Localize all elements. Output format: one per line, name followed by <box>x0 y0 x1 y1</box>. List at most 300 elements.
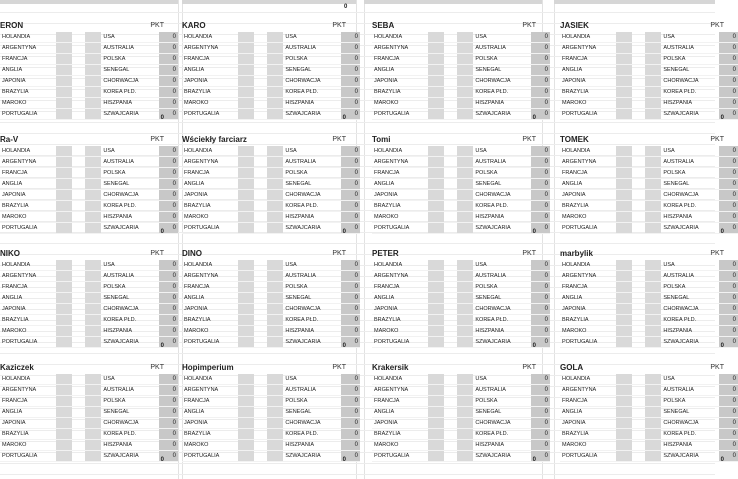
home-score-cell[interactable] <box>428 76 445 87</box>
points-cell[interactable]: 0 <box>719 282 738 293</box>
points-cell[interactable]: 0 <box>159 146 178 157</box>
home-score-cell[interactable] <box>616 146 633 157</box>
points-cell[interactable]: 0 <box>341 440 360 451</box>
home-score-cell[interactable] <box>56 32 73 43</box>
points-cell[interactable]: 0 <box>531 374 550 385</box>
away-score-cell[interactable] <box>457 146 474 157</box>
away-score-cell[interactable] <box>457 65 474 76</box>
away-score-cell[interactable] <box>645 304 662 315</box>
away-score-cell[interactable] <box>645 326 662 337</box>
away-score-cell[interactable] <box>85 304 102 315</box>
home-score-cell[interactable] <box>56 168 73 179</box>
away-score-cell[interactable] <box>645 271 662 282</box>
away-score-cell[interactable] <box>457 201 474 212</box>
points-cell[interactable]: 0 <box>341 146 360 157</box>
home-score-cell[interactable] <box>616 282 633 293</box>
away-score-cell[interactable] <box>645 168 662 179</box>
home-score-cell[interactable] <box>616 190 633 201</box>
away-score-cell[interactable] <box>457 315 474 326</box>
away-score-cell[interactable] <box>645 293 662 304</box>
away-score-cell[interactable] <box>85 168 102 179</box>
away-score-cell[interactable] <box>645 451 662 462</box>
home-score-cell[interactable] <box>56 282 73 293</box>
away-score-cell[interactable] <box>267 260 284 271</box>
points-cell[interactable]: 0 <box>341 260 360 271</box>
home-score-cell[interactable] <box>428 271 445 282</box>
away-score-cell[interactable] <box>267 146 284 157</box>
away-score-cell[interactable] <box>457 212 474 223</box>
points-cell[interactable]: 0 <box>531 396 550 407</box>
home-score-cell[interactable] <box>428 223 445 234</box>
home-score-cell[interactable] <box>428 337 445 348</box>
home-score-cell[interactable] <box>56 76 73 87</box>
away-score-cell[interactable] <box>267 54 284 65</box>
home-score-cell[interactable] <box>428 212 445 223</box>
away-score-cell[interactable] <box>267 201 284 212</box>
points-cell[interactable]: 0 <box>719 87 738 98</box>
home-score-cell[interactable] <box>616 418 633 429</box>
home-score-cell[interactable] <box>428 260 445 271</box>
home-score-cell[interactable] <box>616 168 633 179</box>
points-cell[interactable]: 0 <box>531 87 550 98</box>
home-score-cell[interactable] <box>56 65 73 76</box>
points-cell[interactable]: 0 <box>159 32 178 43</box>
points-cell[interactable]: 0 <box>531 109 550 120</box>
away-score-cell[interactable] <box>645 65 662 76</box>
points-cell[interactable]: 0 <box>719 223 738 234</box>
away-score-cell[interactable] <box>645 282 662 293</box>
points-cell[interactable]: 0 <box>341 76 360 87</box>
away-score-cell[interactable] <box>267 385 284 396</box>
home-score-cell[interactable] <box>428 201 445 212</box>
home-score-cell[interactable] <box>616 337 633 348</box>
away-score-cell[interactable] <box>85 326 102 337</box>
points-cell[interactable]: 0 <box>531 282 550 293</box>
points-cell[interactable]: 0 <box>531 54 550 65</box>
away-score-cell[interactable] <box>267 87 284 98</box>
home-score-cell[interactable] <box>428 374 445 385</box>
away-score-cell[interactable] <box>267 304 284 315</box>
home-score-cell[interactable] <box>56 385 73 396</box>
points-cell[interactable]: 0 <box>719 326 738 337</box>
home-score-cell[interactable] <box>616 109 633 120</box>
points-cell[interactable]: 0 <box>719 98 738 109</box>
away-score-cell[interactable] <box>85 337 102 348</box>
home-score-cell[interactable] <box>56 429 73 440</box>
points-cell[interactable]: 0 <box>341 396 360 407</box>
points-cell[interactable]: 0 <box>341 451 360 462</box>
away-score-cell[interactable] <box>457 157 474 168</box>
points-cell[interactable]: 0 <box>531 201 550 212</box>
home-score-cell[interactable] <box>238 65 255 76</box>
points-cell[interactable]: 0 <box>159 43 178 54</box>
away-score-cell[interactable] <box>457 374 474 385</box>
points-cell[interactable]: 0 <box>341 429 360 440</box>
points-cell[interactable]: 0 <box>159 54 178 65</box>
home-score-cell[interactable] <box>238 146 255 157</box>
away-score-cell[interactable] <box>85 271 102 282</box>
home-score-cell[interactable] <box>428 282 445 293</box>
points-cell[interactable]: 0 <box>341 326 360 337</box>
points-cell[interactable]: 0 <box>341 223 360 234</box>
points-cell[interactable]: 0 <box>341 212 360 223</box>
home-score-cell[interactable] <box>56 293 73 304</box>
points-cell[interactable]: 0 <box>719 201 738 212</box>
points-cell[interactable]: 0 <box>159 98 178 109</box>
home-score-cell[interactable] <box>428 157 445 168</box>
away-score-cell[interactable] <box>457 385 474 396</box>
points-cell[interactable]: 0 <box>719 293 738 304</box>
points-cell[interactable]: 0 <box>341 315 360 326</box>
away-score-cell[interactable] <box>457 87 474 98</box>
away-score-cell[interactable] <box>645 440 662 451</box>
points-cell[interactable]: 0 <box>159 293 178 304</box>
points-cell[interactable]: 0 <box>719 54 738 65</box>
away-score-cell[interactable] <box>645 337 662 348</box>
away-score-cell[interactable] <box>457 418 474 429</box>
home-score-cell[interactable] <box>616 76 633 87</box>
away-score-cell[interactable] <box>85 429 102 440</box>
away-score-cell[interactable] <box>85 315 102 326</box>
away-score-cell[interactable] <box>267 157 284 168</box>
points-cell[interactable]: 0 <box>719 76 738 87</box>
home-score-cell[interactable] <box>428 98 445 109</box>
home-score-cell[interactable] <box>616 385 633 396</box>
home-score-cell[interactable] <box>616 440 633 451</box>
home-score-cell[interactable] <box>238 396 255 407</box>
away-score-cell[interactable] <box>457 168 474 179</box>
home-score-cell[interactable] <box>428 43 445 54</box>
home-score-cell[interactable] <box>428 87 445 98</box>
home-score-cell[interactable] <box>56 146 73 157</box>
points-cell[interactable]: 0 <box>341 385 360 396</box>
away-score-cell[interactable] <box>267 212 284 223</box>
away-score-cell[interactable] <box>267 109 284 120</box>
away-score-cell[interactable] <box>267 337 284 348</box>
away-score-cell[interactable] <box>267 98 284 109</box>
home-score-cell[interactable] <box>56 54 73 65</box>
points-cell[interactable]: 0 <box>341 32 360 43</box>
points-cell[interactable]: 0 <box>719 374 738 385</box>
home-score-cell[interactable] <box>238 385 255 396</box>
points-cell[interactable]: 0 <box>341 407 360 418</box>
home-score-cell[interactable] <box>238 326 255 337</box>
points-cell[interactable]: 0 <box>531 223 550 234</box>
points-cell[interactable]: 0 <box>719 440 738 451</box>
away-score-cell[interactable] <box>457 190 474 201</box>
home-score-cell[interactable] <box>616 396 633 407</box>
away-score-cell[interactable] <box>457 337 474 348</box>
away-score-cell[interactable] <box>457 440 474 451</box>
points-cell[interactable]: 0 <box>159 271 178 282</box>
points-cell[interactable]: 0 <box>531 418 550 429</box>
points-cell[interactable]: 0 <box>719 418 738 429</box>
away-score-cell[interactable] <box>645 54 662 65</box>
away-score-cell[interactable] <box>645 87 662 98</box>
points-cell[interactable]: 0 <box>341 65 360 76</box>
points-cell[interactable]: 0 <box>531 451 550 462</box>
home-score-cell[interactable] <box>238 451 255 462</box>
away-score-cell[interactable] <box>645 98 662 109</box>
away-score-cell[interactable] <box>645 43 662 54</box>
away-score-cell[interactable] <box>645 407 662 418</box>
points-cell[interactable]: 0 <box>719 315 738 326</box>
home-score-cell[interactable] <box>238 168 255 179</box>
points-cell[interactable]: 0 <box>159 201 178 212</box>
away-score-cell[interactable] <box>457 396 474 407</box>
points-cell[interactable]: 0 <box>719 168 738 179</box>
points-cell[interactable]: 0 <box>159 418 178 429</box>
points-cell[interactable]: 0 <box>159 304 178 315</box>
away-score-cell[interactable] <box>267 43 284 54</box>
away-score-cell[interactable] <box>85 65 102 76</box>
home-score-cell[interactable] <box>238 337 255 348</box>
home-score-cell[interactable] <box>56 451 73 462</box>
home-score-cell[interactable] <box>56 315 73 326</box>
away-score-cell[interactable] <box>645 385 662 396</box>
home-score-cell[interactable] <box>56 326 73 337</box>
points-cell[interactable]: 0 <box>531 304 550 315</box>
points-cell[interactable]: 0 <box>719 271 738 282</box>
home-score-cell[interactable] <box>616 157 633 168</box>
away-score-cell[interactable] <box>85 407 102 418</box>
home-score-cell[interactable] <box>238 440 255 451</box>
away-score-cell[interactable] <box>457 260 474 271</box>
points-cell[interactable]: 0 <box>531 146 550 157</box>
away-score-cell[interactable] <box>85 157 102 168</box>
away-score-cell[interactable] <box>85 76 102 87</box>
home-score-cell[interactable] <box>238 429 255 440</box>
home-score-cell[interactable] <box>428 54 445 65</box>
home-score-cell[interactable] <box>616 271 633 282</box>
home-score-cell[interactable] <box>56 157 73 168</box>
away-score-cell[interactable] <box>645 190 662 201</box>
away-score-cell[interactable] <box>645 157 662 168</box>
away-score-cell[interactable] <box>645 201 662 212</box>
away-score-cell[interactable] <box>85 374 102 385</box>
points-cell[interactable]: 0 <box>159 326 178 337</box>
points-cell[interactable]: 0 <box>531 440 550 451</box>
away-score-cell[interactable] <box>457 76 474 87</box>
away-score-cell[interactable] <box>645 223 662 234</box>
home-score-cell[interactable] <box>428 179 445 190</box>
home-score-cell[interactable] <box>616 223 633 234</box>
points-cell[interactable]: 0 <box>531 157 550 168</box>
away-score-cell[interactable] <box>457 271 474 282</box>
home-score-cell[interactable] <box>238 87 255 98</box>
home-score-cell[interactable] <box>238 260 255 271</box>
points-cell[interactable]: 0 <box>531 315 550 326</box>
points-cell[interactable]: 0 <box>719 337 738 348</box>
points-cell[interactable]: 0 <box>531 212 550 223</box>
points-cell[interactable]: 0 <box>159 179 178 190</box>
away-score-cell[interactable] <box>267 407 284 418</box>
home-score-cell[interactable] <box>238 190 255 201</box>
home-score-cell[interactable] <box>56 418 73 429</box>
home-score-cell[interactable] <box>238 179 255 190</box>
away-score-cell[interactable] <box>85 87 102 98</box>
home-score-cell[interactable] <box>56 201 73 212</box>
home-score-cell[interactable] <box>616 260 633 271</box>
points-cell[interactable]: 0 <box>341 282 360 293</box>
away-score-cell[interactable] <box>457 429 474 440</box>
home-score-cell[interactable] <box>238 223 255 234</box>
home-score-cell[interactable] <box>428 65 445 76</box>
points-cell[interactable]: 0 <box>719 304 738 315</box>
home-score-cell[interactable] <box>238 293 255 304</box>
home-score-cell[interactable] <box>56 396 73 407</box>
points-cell[interactable]: 0 <box>159 212 178 223</box>
away-score-cell[interactable] <box>457 326 474 337</box>
home-score-cell[interactable] <box>238 54 255 65</box>
away-score-cell[interactable] <box>267 396 284 407</box>
points-cell[interactable]: 0 <box>531 179 550 190</box>
points-cell[interactable]: 0 <box>341 271 360 282</box>
points-cell[interactable]: 0 <box>531 190 550 201</box>
home-score-cell[interactable] <box>428 418 445 429</box>
points-cell[interactable]: 0 <box>341 293 360 304</box>
away-score-cell[interactable] <box>85 98 102 109</box>
points-cell[interactable]: 0 <box>531 65 550 76</box>
away-score-cell[interactable] <box>645 32 662 43</box>
away-score-cell[interactable] <box>85 54 102 65</box>
away-score-cell[interactable] <box>457 179 474 190</box>
away-score-cell[interactable] <box>645 374 662 385</box>
points-cell[interactable]: 0 <box>719 65 738 76</box>
away-score-cell[interactable] <box>267 271 284 282</box>
home-score-cell[interactable] <box>616 98 633 109</box>
away-score-cell[interactable] <box>457 54 474 65</box>
points-cell[interactable]: 0 <box>159 168 178 179</box>
away-score-cell[interactable] <box>645 212 662 223</box>
home-score-cell[interactable] <box>56 374 73 385</box>
home-score-cell[interactable] <box>616 212 633 223</box>
home-score-cell[interactable] <box>616 326 633 337</box>
away-score-cell[interactable] <box>85 260 102 271</box>
away-score-cell[interactable] <box>645 260 662 271</box>
home-score-cell[interactable] <box>428 407 445 418</box>
points-cell[interactable]: 0 <box>531 337 550 348</box>
home-score-cell[interactable] <box>428 429 445 440</box>
away-score-cell[interactable] <box>85 396 102 407</box>
points-cell[interactable]: 0 <box>531 385 550 396</box>
home-score-cell[interactable] <box>56 179 73 190</box>
home-score-cell[interactable] <box>238 201 255 212</box>
away-score-cell[interactable] <box>267 293 284 304</box>
home-score-cell[interactable] <box>616 374 633 385</box>
points-cell[interactable]: 0 <box>719 212 738 223</box>
home-score-cell[interactable] <box>428 396 445 407</box>
home-score-cell[interactable] <box>616 87 633 98</box>
points-cell[interactable]: 0 <box>719 190 738 201</box>
away-score-cell[interactable] <box>267 65 284 76</box>
home-score-cell[interactable] <box>238 304 255 315</box>
home-score-cell[interactable] <box>238 32 255 43</box>
home-score-cell[interactable] <box>56 260 73 271</box>
home-score-cell[interactable] <box>238 271 255 282</box>
away-score-cell[interactable] <box>85 440 102 451</box>
home-score-cell[interactable] <box>238 315 255 326</box>
home-score-cell[interactable] <box>616 32 633 43</box>
points-cell[interactable]: 0 <box>159 190 178 201</box>
away-score-cell[interactable] <box>267 179 284 190</box>
points-cell[interactable]: 0 <box>159 65 178 76</box>
home-score-cell[interactable] <box>616 304 633 315</box>
home-score-cell[interactable] <box>238 98 255 109</box>
points-cell[interactable]: 0 <box>719 179 738 190</box>
home-score-cell[interactable] <box>616 429 633 440</box>
points-cell[interactable]: 0 <box>531 43 550 54</box>
home-score-cell[interactable] <box>56 407 73 418</box>
points-cell[interactable]: 0 <box>531 168 550 179</box>
away-score-cell[interactable] <box>267 315 284 326</box>
away-score-cell[interactable] <box>267 76 284 87</box>
points-cell[interactable]: 0 <box>531 32 550 43</box>
home-score-cell[interactable] <box>56 304 73 315</box>
points-cell[interactable]: 0 <box>341 157 360 168</box>
points-cell[interactable]: 0 <box>159 87 178 98</box>
home-score-cell[interactable] <box>616 43 633 54</box>
points-cell[interactable]: 0 <box>159 76 178 87</box>
points-cell[interactable]: 0 <box>719 451 738 462</box>
points-cell[interactable]: 0 <box>531 76 550 87</box>
points-cell[interactable]: 0 <box>159 374 178 385</box>
home-score-cell[interactable] <box>56 190 73 201</box>
points-cell[interactable]: 0 <box>341 337 360 348</box>
away-score-cell[interactable] <box>85 190 102 201</box>
away-score-cell[interactable] <box>457 293 474 304</box>
home-score-cell[interactable] <box>616 54 633 65</box>
away-score-cell[interactable] <box>267 223 284 234</box>
away-score-cell[interactable] <box>267 32 284 43</box>
away-score-cell[interactable] <box>457 407 474 418</box>
home-score-cell[interactable] <box>56 98 73 109</box>
home-score-cell[interactable] <box>428 168 445 179</box>
points-cell[interactable]: 0 <box>341 87 360 98</box>
points-cell[interactable]: 0 <box>341 179 360 190</box>
home-score-cell[interactable] <box>238 374 255 385</box>
points-cell[interactable]: 0 <box>159 315 178 326</box>
points-cell[interactable]: 0 <box>719 157 738 168</box>
away-score-cell[interactable] <box>457 98 474 109</box>
points-cell[interactable]: 0 <box>719 429 738 440</box>
points-cell[interactable]: 0 <box>341 98 360 109</box>
away-score-cell[interactable] <box>267 374 284 385</box>
away-score-cell[interactable] <box>457 451 474 462</box>
away-score-cell[interactable] <box>645 418 662 429</box>
away-score-cell[interactable] <box>85 32 102 43</box>
home-score-cell[interactable] <box>616 315 633 326</box>
away-score-cell[interactable] <box>645 146 662 157</box>
home-score-cell[interactable] <box>238 407 255 418</box>
away-score-cell[interactable] <box>457 282 474 293</box>
points-cell[interactable]: 0 <box>531 326 550 337</box>
away-score-cell[interactable] <box>267 282 284 293</box>
points-cell[interactable]: 0 <box>159 223 178 234</box>
away-score-cell[interactable] <box>267 326 284 337</box>
away-score-cell[interactable] <box>267 440 284 451</box>
away-score-cell[interactable] <box>457 223 474 234</box>
away-score-cell[interactable] <box>457 32 474 43</box>
away-score-cell[interactable] <box>85 385 102 396</box>
points-cell[interactable]: 0 <box>531 293 550 304</box>
away-score-cell[interactable] <box>85 223 102 234</box>
home-score-cell[interactable] <box>428 451 445 462</box>
points-cell[interactable]: 0 <box>159 429 178 440</box>
points-cell[interactable]: 0 <box>531 260 550 271</box>
points-cell[interactable]: 0 <box>531 271 550 282</box>
points-cell[interactable]: 0 <box>341 418 360 429</box>
